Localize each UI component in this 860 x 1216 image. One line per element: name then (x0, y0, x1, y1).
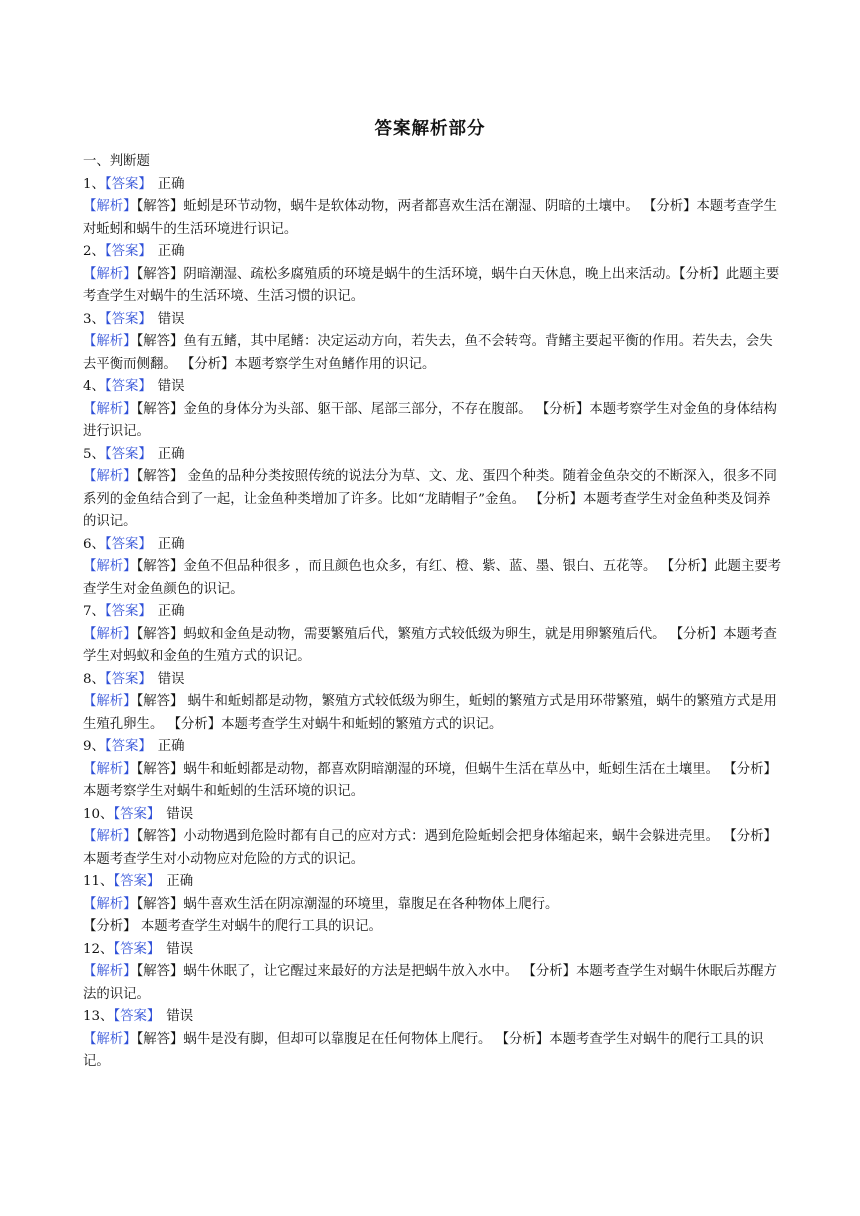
analysis-tag: 【解析】 (83, 1031, 137, 1047)
question-number: 4、 (83, 379, 105, 394)
answer-value: 错误 (157, 311, 185, 327)
question-item (83, 241, 783, 309)
answer-tag: 【答案】 (104, 536, 152, 552)
section-heading: 一、判断题 (83, 154, 150, 169)
answer-value: 正确 (157, 536, 185, 552)
answer-value: 正确 (157, 176, 185, 192)
analysis-tag: 【解析】 (83, 334, 137, 349)
question-item (83, 376, 783, 444)
analysis-body: 【解答】鱼有五鳍，其中尾鳍：决定运动方向，若失去，鱼不会转弯。背鳍主要起平衡的作用。若失去，会失去平衡而侧翻。 【分析】本题考察学生对鱼鳍作用的识记。 (83, 334, 773, 372)
analysis-tag: 【解析】 (83, 829, 137, 844)
answer-tag: 【答案】 (113, 941, 161, 957)
question-item (83, 309, 783, 377)
analysis-tag: 【解析】 (83, 626, 137, 642)
page-title: 答案解析部分 (374, 119, 486, 139)
analysis-text (83, 264, 783, 309)
analysis-body: 【解答】小动物遇到危险时都有自己的应对方式：遇到危险蚯蚓会把身体缩起来，蜗牛会躲进壳里。 【分析】本题考查学生对小动物应对危险的方式的识记。 (83, 829, 777, 867)
question-number: 10、 (83, 806, 114, 822)
answer-line (83, 444, 783, 467)
answer-value: 正确 (166, 874, 194, 889)
question-list (83, 174, 783, 1074)
answer-tag: 【答案】 (104, 176, 152, 192)
question-number: 2、 (83, 244, 105, 259)
analysis-tag: 【解析】 (83, 199, 137, 214)
answer-tag: 【答案】 (113, 1009, 161, 1024)
question-number: 1、 (83, 176, 105, 192)
question-item (83, 871, 783, 939)
analysis-text (83, 624, 783, 669)
answer-line (83, 601, 783, 624)
answer-line (83, 534, 783, 557)
analysis-body: 【解答】 金鱼的品种分类按照传统的说法分为草、文、龙、蛋四个种类。随着金鱼杂交的不断深入，很多不同系列的金鱼结合到了一起，让金鱼种类增加了许多。比如“龙睛帽子”金鱼。 【分析】本题考查学生对金鱼种类及饲养的识记。 (83, 469, 777, 529)
analysis-body: 【解答】蜗牛喜欢生活在阴凉潮湿的环境里，靠腹足在各种物体上爬行。 (136, 896, 559, 912)
analysis-body: 【解答】蚯蚓是环节动物，蜗牛是软体动物，两者都喜欢生活在潮湿、阴暗的土壤中。 【分析】本题考查学生对蚯蚓和蜗牛的生活环境进行识记。 (83, 199, 777, 237)
answer-content (83, 151, 783, 1074)
question-item (83, 601, 783, 669)
question-number: 3、 (83, 311, 105, 327)
answer-line (83, 871, 783, 894)
answer-value: 正确 (157, 604, 185, 619)
analysis-text (83, 466, 783, 534)
analysis-tag: 【解析】 (83, 896, 137, 912)
question-number: 9、 (83, 739, 105, 754)
answer-value: 错误 (166, 1009, 194, 1024)
answer-tag: 【答案】 (104, 739, 152, 754)
question-number: 12、 (83, 941, 114, 957)
analysis-body: 【解答】蚂蚁和金鱼是动物，需要繁殖后代，繁殖方式较低级为卵生，就是用卵繁殖后代。 【分析】本题考查学生对蚂蚁和金鱼的生殖方式的识记。 (83, 626, 777, 664)
analysis-body: 【解答】蜗牛是没有脚，但却可以靠腹足在任何物体上爬行。 【分析】本题考查学生对蜗牛的爬行工具的识记。 (83, 1031, 764, 1069)
analysis-tag: 【解析】 (83, 469, 137, 484)
answer-line (83, 939, 783, 962)
analysis-tag: 【解析】 (83, 559, 137, 574)
answer-value: 错误 (166, 941, 194, 957)
analysis-text (83, 691, 783, 736)
answer-value: 正确 (157, 244, 185, 259)
question-item (83, 669, 783, 737)
question-number: 5、 (83, 446, 105, 462)
analysis-body: 【解答】金鱼的身体分为头部、躯干部、尾部三部分，不存在腹部。 【分析】本题考察学生对金鱼的身体结构进行识记。 (83, 401, 777, 439)
analysis-tag: 【解析】 (83, 761, 137, 777)
question-item (83, 444, 783, 534)
analysis-body: 【解答】蜗牛休眠了，让它醒过来最好的方法是把蜗牛放入水中。 【分析】本题考查学生对蜗牛休眠后苏醒方法的识记。 (83, 964, 777, 1002)
answer-tag: 【答案】 (104, 379, 152, 394)
answer-tag: 【答案】 (104, 311, 152, 327)
answer-value: 正确 (157, 446, 185, 462)
analysis-tag: 【解析】 (83, 401, 137, 417)
analysis-text (83, 759, 783, 804)
analysis-text (83, 1029, 783, 1074)
analysis-tag: 【解析】 (83, 694, 137, 709)
analysis-text (83, 399, 783, 444)
analysis-text (83, 331, 783, 376)
question-item (83, 939, 783, 1007)
answer-value: 错误 (157, 671, 185, 687)
answer-tag: 【答案】 (113, 874, 161, 889)
analysis-text (83, 556, 783, 601)
answer-line (83, 669, 783, 692)
question-number: 7、 (83, 604, 105, 619)
analysis-text (83, 196, 783, 241)
analysis-body: 【解答】金鱼不但品种很多 ，而且颜色也众多，有红、橙、紫、蓝、墨、银白、五花等。 【分析】此题主要考查学生对金鱼颜色的识记。 (83, 559, 782, 597)
answer-line (83, 1006, 783, 1029)
answer-tag: 【答案】 (104, 244, 152, 259)
analysis-body: 【解答】 蜗牛和蚯蚓都是动物，繁殖方式较低级为卵生，蚯蚓的繁殖方式是用环带繁殖，蜗牛的繁殖方式是用生殖孔卵生。 【分析】本题考查学生对蜗牛和蚯蚓的繁殖方式的识记。 (83, 694, 777, 732)
question-item (83, 736, 783, 804)
answer-line (83, 736, 783, 759)
analysis-body: 【解答】阴暗潮湿、疏松多腐殖质的环境是蜗牛的生活环境，蜗牛白天休息，晚上出来活动。【分析】此题主要考查学生对蜗牛的生活环境、生活习惯的识记。 (83, 266, 780, 304)
question-item (83, 534, 783, 602)
answer-line (83, 174, 783, 197)
answer-tag: 【答案】 (104, 604, 152, 619)
answer-value: 正确 (157, 739, 185, 754)
answer-line (83, 309, 783, 332)
analysis-text (83, 894, 783, 917)
question-item (83, 174, 783, 242)
analysis-text (83, 961, 783, 1006)
answer-value: 错误 (166, 806, 194, 822)
answer-tag: 【答案】 (113, 806, 161, 822)
question-item (83, 1006, 783, 1074)
question-number: 13、 (83, 1009, 114, 1024)
answer-line (83, 804, 783, 827)
answer-line (83, 376, 783, 399)
analysis-tag: 【解析】 (83, 266, 137, 282)
question-number: 6、 (83, 536, 105, 552)
analysis-text (83, 826, 783, 871)
question-number: 8、 (83, 671, 105, 687)
answer-tag: 【答案】 (104, 446, 152, 462)
answer-tag: 【答案】 (104, 671, 152, 687)
answer-value: 错误 (157, 379, 185, 394)
analysis-text-continued: 【分析】 本题考查学生对蜗牛的爬行工具的识记。 (83, 919, 382, 934)
analysis-body: 【解答】蜗牛和蚯蚓都是动物，都喜欢阴暗潮湿的环境，但蜗牛生活在草丛中，蚯蚓生活在土壤里。 【分析】本题考察学生对蜗牛和蚯蚓的生活环境的识记。 (83, 761, 777, 799)
analysis-tag: 【解析】 (83, 964, 137, 979)
answer-line (83, 241, 783, 264)
question-item (83, 804, 783, 872)
question-number: 11、 (83, 874, 114, 889)
